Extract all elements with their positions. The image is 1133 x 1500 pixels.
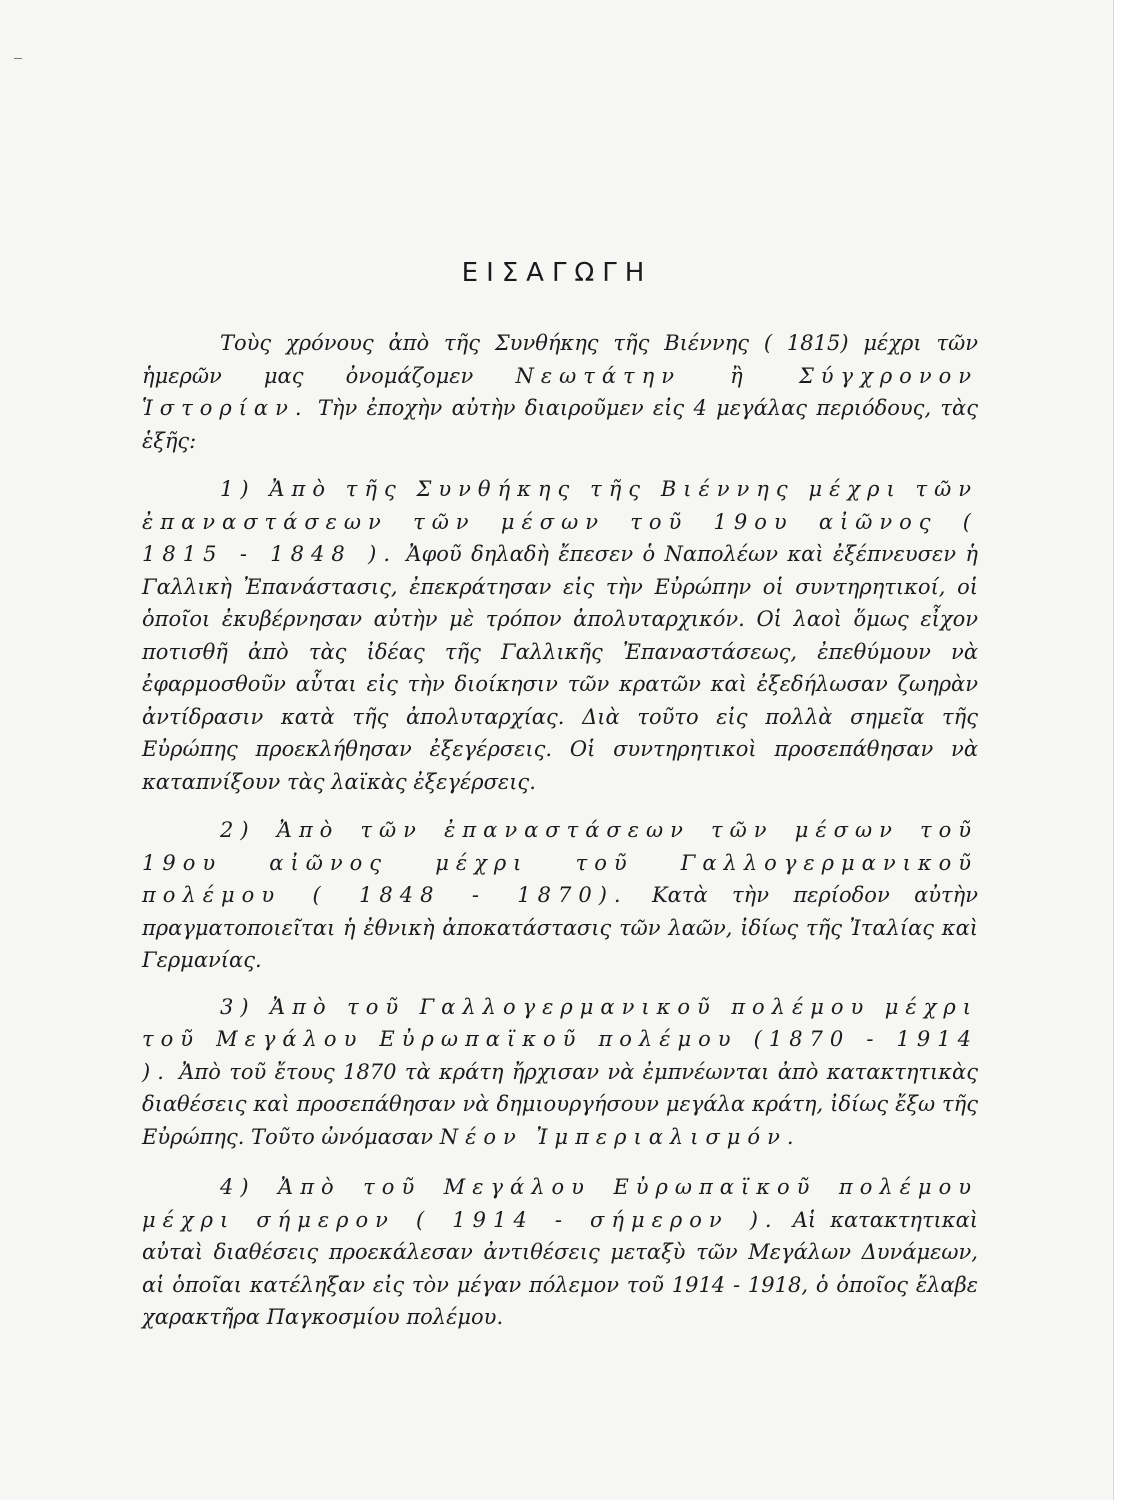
margin-mark [14,58,22,59]
period-1-text: Ἀφοῦ δηλαδὴ ἔπεσεν ὁ Ναπολέων καὶ ἐξέπνευσεν ἡ Γαλλικὴ Ἐπανάστασις, ἐπεκράτησαν εἰς τὴν Εὐρώπην οἱ συντηρητικοί, οἱ ὁποῖοι ἐκυβέρνησαν αὐτὴν μὲ τρόπον ἀπολυταρχικόν. Οἱ λαοὶ ὅμως εἶχον ποτισθῆ ἀπὸ τὰς ἰδέας τῆς Γαλλικῆς Ἐπαναστάσεως, ἐπεθύμουν νὰ ἐφαρμοσθοῦν αὗται εἰς τὴν διοίκησιν τῶν κρατῶν καὶ ἐξεδήλωσαν ζωηρὰν ἀντίδρασιν κατὰ τῆς ἀπολυταρχίας. Διὰ τοῦτο εἰς πολλὰ σημεῖα τῆς Εὐρώπης προεκλήθησαν ἐξεγέρσεις. Οἱ συντηρητικοὶ προσεπάθησαν νὰ καταπνίξουν τὰς λαϊκὰς ἐξεγέρσεις. [142,542,978,794]
period-2-paragraph [142,814,978,977]
intro-text-1: Τοὺς χρόνους ἀπὸ τῆς Συνθήκης τῆς Βιέννης ( 1815) μέχρι τῶν ἡμερῶν μας ὀνομάζομεν [142,331,978,388]
page-body [142,327,978,1334]
intro-text-2: Τὴν ἐποχὴν αὐτὴν διαιροῦμεν εἰς 4 μεγάλας περιόδους, τὰς ἑξῆς: [142,396,978,453]
period-2-text: Κατὰ τὴν περίοδον αὐτὴν πραγματοποιεῖται ἡ ἐθνικὴ ἀποκατάστασις τῶν λαῶν, ἰδίως τῆς Ἰταλίας καὶ Γερμανίας. [142,883,978,972]
intro-term: Νεωτάτην ἢ Σύγχρονον Ἱστορίαν. [142,363,978,420]
period-3-heading: 3) Ἀπὸ τοῦ Γαλλογερμανικοῦ πολέμου μέχρι τοῦ Μεγάλου Εὐρωπαϊκοῦ πολέμου (1870 - 1914 ). [142,994,978,1084]
period-4-paragraph [142,1171,978,1334]
period-3-paragraph [142,991,978,1154]
period-4-text: Αἱ κατακτητικαὶ αὐταὶ διαθέσεις προεκάλεσαν ἀντιθέσεις μεταξὺ τῶν Μεγάλων Δυνάμεων, αἱ ὁποῖαι κατέληξαν εἰς τὸν μέγαν πόλεμον τοῦ 1914 - 1918, ὁ ὁποῖος ἔλαβε χαρακτῆρα Παγκοσμίου πολέμου. [142,1207,978,1329]
page-title: ΕΙΣΑΓΩΓΗ [461,258,653,288]
period-1-heading: 1) Ἀπὸ τῆς Συνθήκης τῆς Βιέννης μέχρι τῶν ἐπαναστάσεων τῶν μέσων τοῦ 19ου αἰῶνος ( 1815 - 1848 ). [142,477,978,566]
period-3-term: Νέον Ἰμπεριαλισμόν. [439,1124,801,1149]
period-1-paragraph [142,473,978,798]
period-4-heading: 4) Ἀπὸ τοῦ Μεγάλου Εὐρωπαϊκοῦ πολέμου μέχρι σήμερον ( 1914 - σήμερον ). [142,1175,978,1232]
period-3-text: Ἀπὸ τοῦ ἔτους 1870 τὰ κράτη ἤρχισαν νὰ ἐμπνέωνται ἀπὸ κατακτητικὰς διαθέσεις καὶ προσεπάθησαν νὰ δημιουργήσουν μεγάλα κράτη, ἰδίως ἔξω τῆς Εὐρώπης. Τοῦτο ὠνόμασαν [142,1059,978,1149]
period-2-heading: 2) Ἀπὸ τῶν ἐπαναστάσεων τῶν μέσων τοῦ 19ου αἰῶνος μέχρι τοῦ Γαλλογερμανικοῦ πολέμου ( 1848 - 1870). [142,818,978,907]
intro-paragraph [142,327,978,457]
